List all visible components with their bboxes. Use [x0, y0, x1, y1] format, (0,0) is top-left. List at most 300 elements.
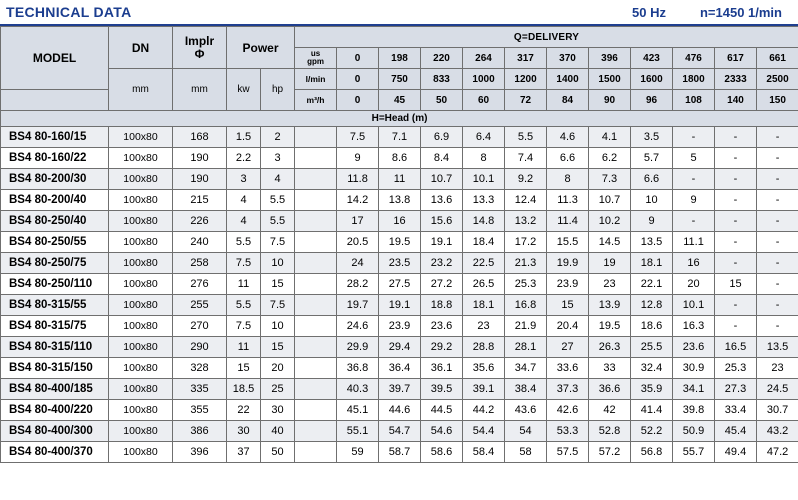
flow-lmin-6: 1500	[589, 69, 631, 90]
cell-head-1: 19.1	[379, 295, 421, 316]
cell-head-10: -	[757, 253, 798, 274]
cell-head-7: 18.6	[631, 316, 673, 337]
cell-head-10: -	[757, 190, 798, 211]
cell-head-9: 49.4	[715, 442, 757, 463]
cell-head-2: 19.1	[421, 232, 463, 253]
cell-head-8: 39.8	[673, 400, 715, 421]
cell-dn: 100x80	[109, 421, 173, 442]
cell-kw: 15	[227, 358, 261, 379]
cell-head-4: 54	[505, 421, 547, 442]
cell-head-2: 58.6	[421, 442, 463, 463]
cell-hp: 15	[261, 274, 295, 295]
cell-hp: 4	[261, 169, 295, 190]
cell-kw: 11	[227, 274, 261, 295]
header-power: Power	[227, 27, 295, 69]
flow-m3h-4: 72	[505, 90, 547, 111]
cell-head-10: 30.7	[757, 400, 798, 421]
table-row	[1, 400, 798, 421]
cell-head-4: 25.3	[505, 274, 547, 295]
cell-head-7: 6.6	[631, 169, 673, 190]
header-q-delivery: Q=DELIVERY	[295, 27, 798, 48]
flow-lmin-4: 1200	[505, 69, 547, 90]
cell-dn: 100x80	[109, 442, 173, 463]
cell-dn: 100x80	[109, 211, 173, 232]
speed-label: n=1450 1/min	[699, 4, 782, 20]
cell-head-3: 18.4	[463, 232, 505, 253]
header-dn: DN	[109, 27, 173, 69]
cell-head-9: 45.4	[715, 421, 757, 442]
cell-unit-spacer	[295, 253, 337, 274]
table-row	[1, 379, 798, 400]
cell-head-0: 45.1	[337, 400, 379, 421]
cell-head-2: 27.2	[421, 274, 463, 295]
cell-head-5: 27	[547, 337, 589, 358]
cell-model: BS4 80-250/55	[1, 232, 109, 253]
flow-m3h-7: 96	[631, 90, 673, 111]
flow-usgpm-7: 423	[631, 48, 673, 69]
cell-head-1: 23.5	[379, 253, 421, 274]
flow-m3h-3: 60	[463, 90, 505, 111]
cell-head-10: -	[757, 295, 798, 316]
cell-head-5: 23.9	[547, 274, 589, 295]
flow-lmin-9: 2333	[715, 69, 757, 90]
cell-kw: 37	[227, 442, 261, 463]
cell-model: BS4 80-250/40	[1, 211, 109, 232]
cell-head-3: 26.5	[463, 274, 505, 295]
flow-lmin-7: 1600	[631, 69, 673, 90]
cell-head-6: 19.5	[589, 316, 631, 337]
flow-m3h-6: 90	[589, 90, 631, 111]
cell-head-4: 13.2	[505, 211, 547, 232]
cell-head-9: 27.3	[715, 379, 757, 400]
cell-kw: 7.5	[227, 253, 261, 274]
header-impeller	[173, 27, 227, 69]
cell-head-4: 28.1	[505, 337, 547, 358]
cell-head-6: 19	[589, 253, 631, 274]
cell-unit-spacer	[295, 169, 337, 190]
header-h-head: H=Head (m)	[1, 111, 798, 127]
page-header	[0, 0, 798, 26]
cell-hp: 7.5	[261, 295, 295, 316]
cell-head-5: 20.4	[547, 316, 589, 337]
cell-hp: 50	[261, 442, 295, 463]
cell-model: BS4 80-200/40	[1, 190, 109, 211]
cell-head-7: 9	[631, 211, 673, 232]
cell-head-8: -	[673, 169, 715, 190]
cell-head-3: 54.4	[463, 421, 505, 442]
cell-head-3: 14.8	[463, 211, 505, 232]
cell-kw: 2.2	[227, 148, 261, 169]
header-impeller-line1: Implr	[184, 33, 215, 48]
cell-head-2: 15.6	[421, 211, 463, 232]
flow-usgpm-8: 476	[673, 48, 715, 69]
cell-unit-spacer	[295, 442, 337, 463]
cell-head-9: -	[715, 127, 757, 148]
cell-head-5: 42.6	[547, 400, 589, 421]
cell-head-7: 32.4	[631, 358, 673, 379]
cell-hp: 15	[261, 337, 295, 358]
cell-hp: 10	[261, 253, 295, 274]
cell-head-8: -	[673, 211, 715, 232]
cell-head-9: -	[715, 232, 757, 253]
cell-head-2: 18.8	[421, 295, 463, 316]
cell-head-8: 5	[673, 148, 715, 169]
cell-head-4: 43.6	[505, 400, 547, 421]
cell-head-0: 36.8	[337, 358, 379, 379]
cell-head-10: -	[757, 211, 798, 232]
cell-head-4: 7.4	[505, 148, 547, 169]
cell-head-6: 7.3	[589, 169, 631, 190]
cell-model: BS4 80-315/75	[1, 316, 109, 337]
unit-dn: mm	[109, 69, 173, 111]
cell-model: BS4 80-400/370	[1, 442, 109, 463]
cell-head-0: 24	[337, 253, 379, 274]
table-row	[1, 442, 798, 463]
flow-m3h-9: 140	[715, 90, 757, 111]
cell-head-9: -	[715, 295, 757, 316]
cell-head-7: 41.4	[631, 400, 673, 421]
cell-head-8: 9	[673, 190, 715, 211]
cell-unit-spacer	[295, 211, 337, 232]
cell-kw: 4	[227, 211, 261, 232]
cell-head-6: 10.7	[589, 190, 631, 211]
unit-kw: kw	[227, 69, 261, 111]
unit-l-min: l/min	[295, 69, 337, 90]
cell-model: BS4 80-315/55	[1, 295, 109, 316]
cell-head-4: 21.9	[505, 316, 547, 337]
cell-head-0: 55.1	[337, 421, 379, 442]
cell-head-2: 36.1	[421, 358, 463, 379]
cell-hp: 20	[261, 358, 295, 379]
cell-dn: 100x80	[109, 274, 173, 295]
cell-model: BS4 80-315/110	[1, 337, 109, 358]
cell-head-4: 12.4	[505, 190, 547, 211]
cell-head-10: -	[757, 169, 798, 190]
cell-head-10: 23	[757, 358, 798, 379]
cell-head-9: -	[715, 148, 757, 169]
flow-lmin-5: 1400	[547, 69, 589, 90]
cell-head-1: 19.5	[379, 232, 421, 253]
cell-dn: 100x80	[109, 232, 173, 253]
cell-head-7: 5.7	[631, 148, 673, 169]
cell-head-10: -	[757, 127, 798, 148]
cell-unit-spacer	[295, 358, 337, 379]
cell-head-2: 13.6	[421, 190, 463, 211]
cell-model: BS4 80-400/300	[1, 421, 109, 442]
flow-lmin-2: 833	[421, 69, 463, 90]
cell-head-3: 13.3	[463, 190, 505, 211]
cell-head-1: 13.8	[379, 190, 421, 211]
cell-impeller: 386	[173, 421, 227, 442]
cell-head-6: 4.1	[589, 127, 631, 148]
cell-unit-spacer	[295, 295, 337, 316]
cell-model: BS4 80-400/185	[1, 379, 109, 400]
table-row	[1, 211, 798, 232]
cell-model: BS4 80-200/30	[1, 169, 109, 190]
cell-head-2: 23.2	[421, 253, 463, 274]
table-row	[1, 274, 798, 295]
cell-head-6: 57.2	[589, 442, 631, 463]
cell-unit-spacer	[295, 316, 337, 337]
cell-model: BS4 80-160/22	[1, 148, 109, 169]
flow-m3h-8: 108	[673, 90, 715, 111]
page-title: TECHNICAL DATA	[6, 4, 132, 20]
cell-head-10: 24.5	[757, 379, 798, 400]
cell-dn: 100x80	[109, 379, 173, 400]
cell-head-9: 15	[715, 274, 757, 295]
cell-head-6: 52.8	[589, 421, 631, 442]
cell-hp: 2	[261, 127, 295, 148]
cell-head-5: 57.5	[547, 442, 589, 463]
cell-head-4: 58	[505, 442, 547, 463]
cell-kw: 30	[227, 421, 261, 442]
cell-dn: 100x80	[109, 190, 173, 211]
cell-head-6: 23	[589, 274, 631, 295]
cell-head-2: 44.5	[421, 400, 463, 421]
cell-head-1: 8.6	[379, 148, 421, 169]
cell-head-7: 22.1	[631, 274, 673, 295]
cell-head-1: 58.7	[379, 442, 421, 463]
flow-m3h-0: 0	[337, 90, 379, 111]
unit-impeller: mm	[173, 69, 227, 111]
cell-kw: 3	[227, 169, 261, 190]
cell-head-1: 44.6	[379, 400, 421, 421]
cell-head-10: -	[757, 274, 798, 295]
cell-head-1: 39.7	[379, 379, 421, 400]
header-model: MODEL	[1, 27, 109, 90]
table-row	[1, 190, 798, 211]
header-impeller-line2: Φ	[194, 46, 205, 61]
flow-m3h-10: 150	[757, 90, 798, 111]
cell-impeller: 255	[173, 295, 227, 316]
cell-head-4: 38.4	[505, 379, 547, 400]
table-row	[1, 337, 798, 358]
cell-head-2: 23.6	[421, 316, 463, 337]
cell-head-9: 25.3	[715, 358, 757, 379]
header-model-blank	[1, 90, 109, 111]
unit-us-gpm-line1: us	[310, 49, 321, 58]
cell-head-0: 40.3	[337, 379, 379, 400]
cell-impeller: 328	[173, 358, 227, 379]
cell-head-2: 29.2	[421, 337, 463, 358]
cell-head-10: 43.2	[757, 421, 798, 442]
cell-head-8: 16.3	[673, 316, 715, 337]
cell-head-5: 8	[547, 169, 589, 190]
header-row-3	[1, 69, 798, 90]
cell-kw: 5.5	[227, 295, 261, 316]
cell-impeller: 190	[173, 169, 227, 190]
cell-hp: 40	[261, 421, 295, 442]
cell-kw: 18.5	[227, 379, 261, 400]
table-row	[1, 358, 798, 379]
table-row	[1, 421, 798, 442]
flow-lmin-0: 0	[337, 69, 379, 90]
table-row	[1, 148, 798, 169]
cell-unit-spacer	[295, 148, 337, 169]
cell-head-0: 29.9	[337, 337, 379, 358]
cell-head-1: 29.4	[379, 337, 421, 358]
cell-head-9: 16.5	[715, 337, 757, 358]
cell-head-8: 50.9	[673, 421, 715, 442]
cell-head-3: 22.5	[463, 253, 505, 274]
cell-head-3: 44.2	[463, 400, 505, 421]
cell-head-3: 18.1	[463, 295, 505, 316]
cell-head-8: 30.9	[673, 358, 715, 379]
cell-impeller: 276	[173, 274, 227, 295]
cell-unit-spacer	[295, 379, 337, 400]
unit-hp: hp	[261, 69, 295, 111]
cell-head-2: 8.4	[421, 148, 463, 169]
flow-lmin-8: 1800	[673, 69, 715, 90]
cell-head-0: 7.5	[337, 127, 379, 148]
cell-head-4: 16.8	[505, 295, 547, 316]
cell-head-8: 20	[673, 274, 715, 295]
cell-head-8: 55.7	[673, 442, 715, 463]
cell-head-4: 34.7	[505, 358, 547, 379]
cell-unit-spacer	[295, 337, 337, 358]
cell-unit-spacer	[295, 421, 337, 442]
cell-kw: 1.5	[227, 127, 261, 148]
cell-hp: 10	[261, 316, 295, 337]
header-row-head	[1, 111, 798, 127]
cell-unit-spacer	[295, 232, 337, 253]
cell-impeller: 190	[173, 148, 227, 169]
cell-head-0: 24.6	[337, 316, 379, 337]
header-row-1	[1, 27, 798, 48]
cell-dn: 100x80	[109, 169, 173, 190]
unit-us-gpm-line2: gpm	[307, 57, 324, 66]
cell-head-3: 35.6	[463, 358, 505, 379]
cell-head-3: 58.4	[463, 442, 505, 463]
cell-head-5: 6.6	[547, 148, 589, 169]
cell-head-1: 23.9	[379, 316, 421, 337]
cell-dn: 100x80	[109, 400, 173, 421]
flow-m3h-5: 84	[547, 90, 589, 111]
cell-dn: 100x80	[109, 127, 173, 148]
cell-head-10: 47.2	[757, 442, 798, 463]
cell-head-9: 33.4	[715, 400, 757, 421]
cell-head-5: 33.6	[547, 358, 589, 379]
cell-head-7: 18.1	[631, 253, 673, 274]
cell-head-3: 28.8	[463, 337, 505, 358]
flow-usgpm-2: 220	[421, 48, 463, 69]
cell-head-10: 13.5	[757, 337, 798, 358]
cell-head-5: 4.6	[547, 127, 589, 148]
table-row	[1, 316, 798, 337]
cell-head-2: 54.6	[421, 421, 463, 442]
cell-head-4: 17.2	[505, 232, 547, 253]
cell-head-0: 17	[337, 211, 379, 232]
cell-dn: 100x80	[109, 316, 173, 337]
cell-head-9: -	[715, 211, 757, 232]
cell-impeller: 290	[173, 337, 227, 358]
cell-head-3: 6.4	[463, 127, 505, 148]
cell-head-0: 20.5	[337, 232, 379, 253]
cell-head-8: 16	[673, 253, 715, 274]
cell-head-6: 10.2	[589, 211, 631, 232]
flow-m3h-2: 50	[421, 90, 463, 111]
cell-impeller: 240	[173, 232, 227, 253]
cell-head-1: 27.5	[379, 274, 421, 295]
cell-hp: 5.5	[261, 190, 295, 211]
cell-head-4: 5.5	[505, 127, 547, 148]
cell-kw: 5.5	[227, 232, 261, 253]
flow-m3h-1: 45	[379, 90, 421, 111]
cell-head-7: 56.8	[631, 442, 673, 463]
cell-head-5: 53.3	[547, 421, 589, 442]
cell-hp: 5.5	[261, 211, 295, 232]
cell-unit-spacer	[295, 400, 337, 421]
cell-head-2: 6.9	[421, 127, 463, 148]
table-row	[1, 169, 798, 190]
cell-head-5: 19.9	[547, 253, 589, 274]
cell-impeller: 168	[173, 127, 227, 148]
cell-hp: 25	[261, 379, 295, 400]
cell-kw: 11	[227, 337, 261, 358]
table-row	[1, 127, 798, 148]
cell-head-3: 39.1	[463, 379, 505, 400]
cell-head-8: 10.1	[673, 295, 715, 316]
cell-head-6: 42	[589, 400, 631, 421]
cell-head-0: 11.8	[337, 169, 379, 190]
cell-head-6: 36.6	[589, 379, 631, 400]
table-body	[1, 127, 798, 463]
cell-dn: 100x80	[109, 358, 173, 379]
cell-head-1: 36.4	[379, 358, 421, 379]
cell-head-1: 11	[379, 169, 421, 190]
cell-kw: 22	[227, 400, 261, 421]
cell-head-0: 59	[337, 442, 379, 463]
cell-head-7: 12.8	[631, 295, 673, 316]
cell-model: BS4 80-400/220	[1, 400, 109, 421]
flow-lmin-1: 750	[379, 69, 421, 90]
cell-head-6: 26.3	[589, 337, 631, 358]
cell-kw: 7.5	[227, 316, 261, 337]
cell-head-8: -	[673, 127, 715, 148]
cell-dn: 100x80	[109, 337, 173, 358]
cell-head-7: 3.5	[631, 127, 673, 148]
cell-dn: 100x80	[109, 148, 173, 169]
cell-hp: 30	[261, 400, 295, 421]
cell-dn: 100x80	[109, 295, 173, 316]
cell-model: BS4 80-160/15	[1, 127, 109, 148]
cell-head-2: 10.7	[421, 169, 463, 190]
cell-model: BS4 80-250/75	[1, 253, 109, 274]
cell-head-8: 34.1	[673, 379, 715, 400]
cell-dn: 100x80	[109, 253, 173, 274]
table-row	[1, 253, 798, 274]
cell-head-0: 14.2	[337, 190, 379, 211]
cell-kw: 4	[227, 190, 261, 211]
cell-head-1: 54.7	[379, 421, 421, 442]
cell-head-9: -	[715, 190, 757, 211]
flow-usgpm-5: 370	[547, 48, 589, 69]
cell-head-5: 11.3	[547, 190, 589, 211]
cell-impeller: 215	[173, 190, 227, 211]
flow-usgpm-6: 396	[589, 48, 631, 69]
flow-usgpm-9: 617	[715, 48, 757, 69]
unit-us-gpm	[295, 48, 337, 69]
flow-usgpm-4: 317	[505, 48, 547, 69]
table-row	[1, 232, 798, 253]
cell-unit-spacer	[295, 190, 337, 211]
cell-unit-spacer	[295, 274, 337, 295]
flow-lmin-3: 1000	[463, 69, 505, 90]
cell-head-3: 23	[463, 316, 505, 337]
cell-head-0: 28.2	[337, 274, 379, 295]
cell-model: BS4 80-250/110	[1, 274, 109, 295]
cell-head-5: 15.5	[547, 232, 589, 253]
